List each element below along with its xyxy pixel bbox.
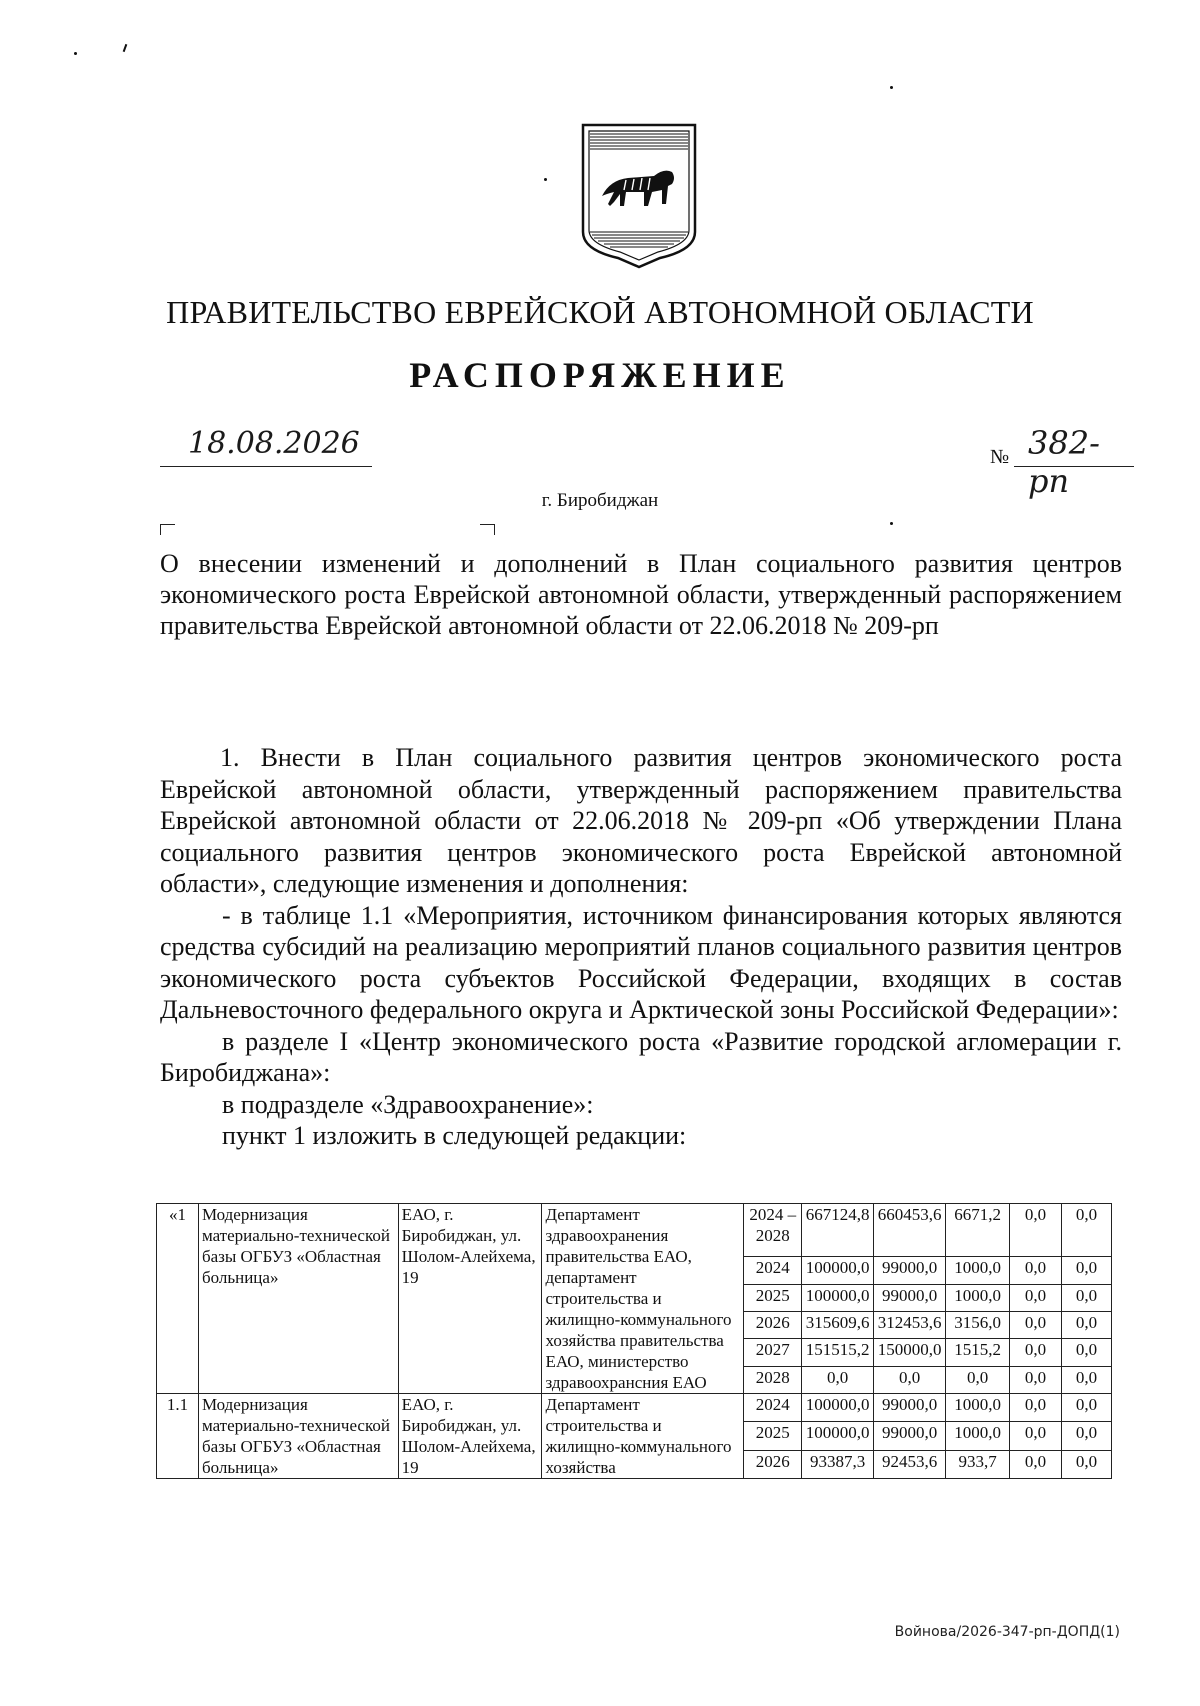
regional-amount-cell: 1515,2: [946, 1339, 1010, 1366]
year-cell: 2025: [744, 1422, 802, 1450]
coat-of-arms-emblem: [580, 122, 698, 270]
local-amount-cell: 0,0: [1010, 1257, 1062, 1284]
local-amount-cell: 0,0: [1010, 1450, 1062, 1478]
federal-amount-cell: 99000,0: [874, 1257, 946, 1284]
federal-amount-cell: 150000,0: [874, 1339, 946, 1366]
total-amount-cell: 100000,0: [802, 1284, 874, 1311]
government-title: ПРАВИТЕЛЬСТВО ЕВРЕЙСКОЙ АВТОНОМНОЙ ОБЛАСТИ: [166, 294, 1034, 330]
table-row: [157, 1204, 1112, 1257]
federal-amount-cell: 312453,6: [874, 1312, 946, 1339]
local-amount-cell: 0,0: [1010, 1312, 1062, 1339]
federal-amount-cell: 660453,6: [874, 1204, 946, 1257]
address-cell: ЕАО, г. Биробиджан, ул. Шолом-Алейхема, 19: [398, 1394, 542, 1479]
paragraph-4: в подразделе «Здравоохранение»:: [222, 1089, 594, 1119]
local-amount-cell: 0,0: [1010, 1284, 1062, 1311]
local-amount-cell: 0,0: [1010, 1339, 1062, 1366]
federal-amount-cell: 99000,0: [874, 1422, 946, 1450]
regional-amount-cell: 3156,0: [946, 1312, 1010, 1339]
regional-amount-cell: 1000,0: [946, 1257, 1010, 1284]
total-amount-cell: 315609,6: [802, 1312, 874, 1339]
paragraph-2: - в таблице 1.1 «Мероприятия, источником финансирования которых являются средства субсидий на реализацию мероприятий планов социального развития центров экономического роста субъектов Российской Федерации, входящих в состав Дальневосточного федерального округа и Арктической зоны Российской Федерации»:: [160, 900, 1122, 1024]
scan-speck: [890, 522, 893, 525]
number-field: [1014, 424, 1134, 500]
scan-speck: [123, 44, 128, 52]
handwritten-number: 382-рп: [1028, 424, 1100, 500]
other-amount-cell: 0,0: [1061, 1422, 1111, 1450]
item-name-cell: Модернизация материально-технической базы ОГБУЗ «Областная больница»: [198, 1204, 398, 1394]
other-amount-cell: 0,0: [1061, 1284, 1111, 1311]
total-amount-cell: 100000,0: [802, 1257, 874, 1284]
other-amount-cell: 0,0: [1061, 1312, 1111, 1339]
year-cell: 2028: [744, 1366, 802, 1393]
year-cell: 2026: [744, 1312, 802, 1339]
total-amount-cell: 100000,0: [802, 1394, 874, 1422]
local-amount-cell: 0,0: [1010, 1394, 1062, 1422]
total-amount-cell: 667124,8: [802, 1204, 874, 1257]
item-number-cell: 1.1: [157, 1394, 199, 1479]
year-cell: 2025: [744, 1284, 802, 1311]
handwritten-date: 18.08.2026: [188, 426, 360, 461]
paragraph-5: пункт 1 изложить в следующей редакции:: [222, 1121, 687, 1150]
document-subject: О внесении изменений и дополнений в План социального развития центров экономического роста Еврейской автономной области, утвержденный распоряжением правительства Еврейской автономной области от 22.06.2018 № 209-рп: [160, 549, 1122, 640]
total-amount-cell: 100000,0: [802, 1422, 874, 1450]
left-corner-mark: [160, 524, 175, 535]
local-amount-cell: 0,0: [1010, 1204, 1062, 1257]
right-corner-mark: [480, 524, 495, 535]
regional-amount-cell: 933,7: [946, 1450, 1010, 1478]
number-label: №: [990, 446, 1010, 468]
regional-amount-cell: 6671,2: [946, 1204, 1010, 1257]
table-row: [157, 1394, 1112, 1422]
total-amount-cell: 0,0: [802, 1366, 874, 1393]
local-amount-cell: 0,0: [1010, 1422, 1062, 1450]
executor-cell: Департамент строительства и жилищно-коммунального хозяйства: [542, 1394, 744, 1479]
year-cell: 2027: [744, 1339, 802, 1366]
year-cell: 2024: [744, 1394, 802, 1422]
local-amount-cell: 0,0: [1010, 1366, 1062, 1393]
item-name-cell: Модернизация материально-технической базы ОГБУЗ «Областная больница»: [198, 1394, 398, 1479]
federal-amount-cell: 0,0: [874, 1366, 946, 1393]
regional-amount-cell: 1000,0: [946, 1394, 1010, 1422]
other-amount-cell: 0,0: [1061, 1204, 1111, 1257]
federal-amount-cell: 92453,6: [874, 1450, 946, 1478]
date-field: [160, 426, 372, 467]
plan-table: [156, 1203, 1112, 1479]
year-cell: 2024: [744, 1257, 802, 1284]
federal-amount-cell: 99000,0: [874, 1394, 946, 1422]
address-cell: ЕАО, г. Биробиджан, ул. Шолом-Алейхема, 19: [398, 1204, 542, 1394]
other-amount-cell: 0,0: [1061, 1394, 1111, 1422]
paragraph-1: 1. Внести в План социального развития центров экономического роста Еврейской автономной области, утвержденный распоряжением правительства Еврейской автономной области от 22.06.2018 № 209-рп «Об утверждении Плана социального развития центров экономического роста Еврейской автономной области», следующие изменения и дополнения:: [160, 743, 1122, 898]
document-body: [160, 742, 1122, 1152]
scan-speck: [74, 52, 77, 55]
scan-speck: [544, 178, 547, 181]
regional-amount-cell: 1000,0: [946, 1284, 1010, 1311]
other-amount-cell: 0,0: [1061, 1366, 1111, 1393]
executor-cell: Департамент здравоохранения правительства ЕАО, департамент строительства и жилищно-коммунального хозяйства правительства ЕАО, министерство здравоохрансния ЕАО: [542, 1204, 744, 1394]
city-name: г. Биробиджан: [541, 490, 659, 511]
year-cell: 2026: [744, 1450, 802, 1478]
regional-amount-cell: 1000,0: [946, 1422, 1010, 1450]
other-amount-cell: 0,0: [1061, 1257, 1111, 1284]
regional-amount-cell: 0,0: [946, 1366, 1010, 1393]
total-amount-cell: 151515,2: [802, 1339, 874, 1366]
federal-amount-cell: 99000,0: [874, 1284, 946, 1311]
document-footer-code: Войнова/2026-347-рп-ДОПД(1): [894, 1624, 1120, 1640]
paragraph-3: в разделе I «Центр экономического роста «Развитие городской агломерации г. Биробиджана»:: [160, 1026, 1122, 1087]
item-number-cell: «1: [157, 1204, 199, 1394]
year-cell: 2024 – 2028: [744, 1204, 802, 1257]
document-type-title: РАСПОРЯЖЕНИЕ: [409, 355, 791, 395]
other-amount-cell: 0,0: [1061, 1450, 1111, 1478]
total-amount-cell: 93387,3: [802, 1450, 874, 1478]
other-amount-cell: 0,0: [1061, 1339, 1111, 1366]
scan-speck: [890, 86, 893, 89]
